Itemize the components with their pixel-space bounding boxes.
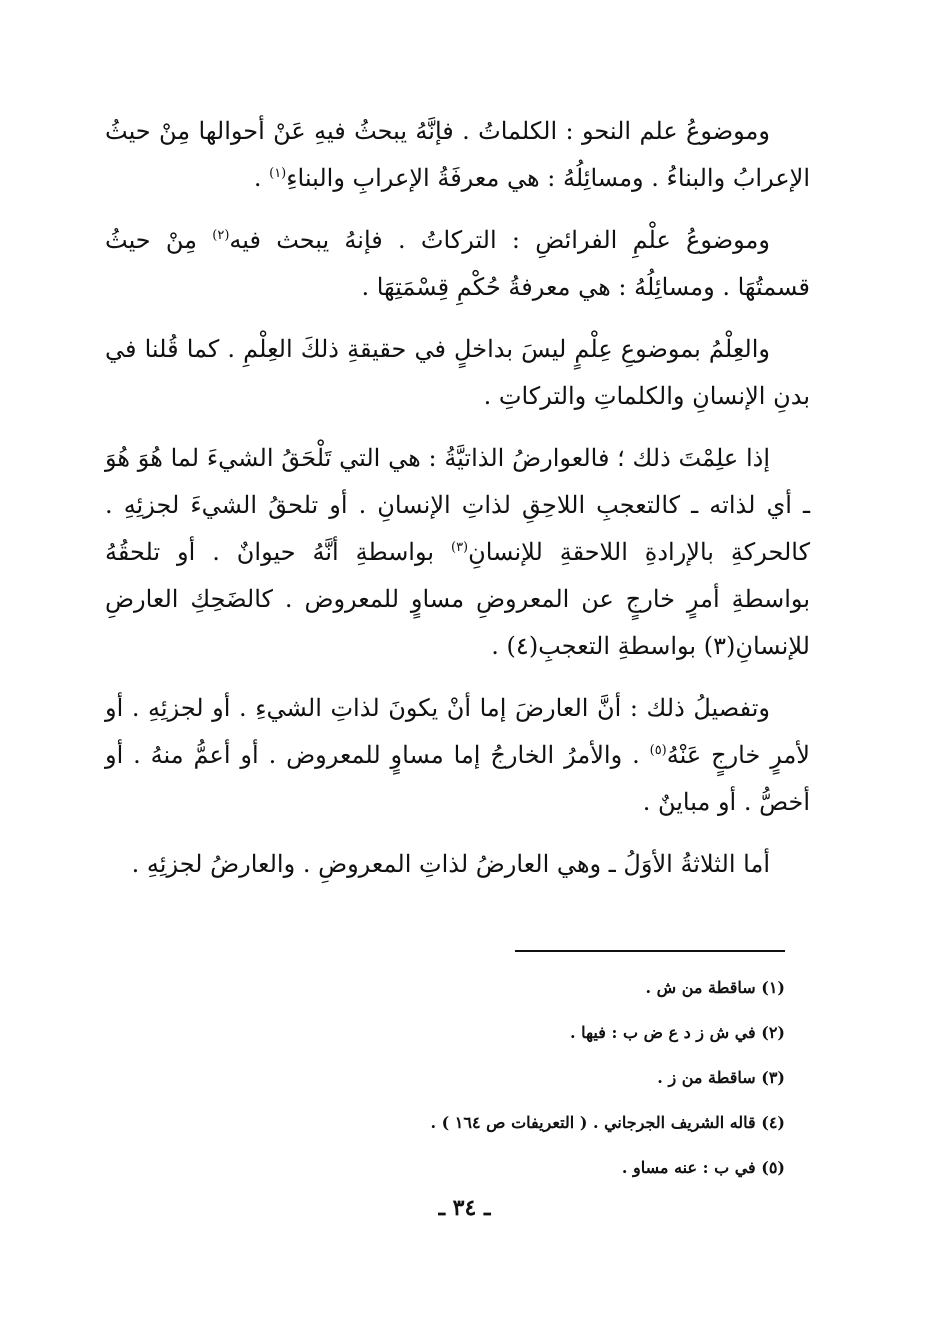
footnote-2: (٢) في ش ز د ع ض ب : فيها .: [570, 1023, 785, 1042]
paragraph-3-text: والعِلْمُ بموضوعِ عِلْمٍ ليسَ بداخلٍ في حقيقةِ ذلكَ العِلْمِ . كما قُلنا في بدنِ الإنسانِ والكلماتِ والتركاتِ .: [105, 335, 810, 410]
page-number: ـ ٣٤ ـ: [438, 1195, 491, 1221]
paragraph-1: [105, 108, 810, 202]
footnote-ref-2: (٢): [212, 228, 230, 243]
paragraph-4: [105, 435, 810, 670]
paragraph-5: [105, 685, 810, 826]
footnote-3: (٣) ساقطة من ز .: [657, 1068, 785, 1087]
paragraph-2: [105, 217, 810, 311]
footnote-1: (١) ساقطة من ش .: [645, 978, 785, 997]
footnote-ref-1: (١): [269, 166, 287, 181]
paragraph-4-text: إذا علِمْتَ ذلك ؛ فالعوارضُ الذاتيَّةُ : هي التي تَلْحَقُ الشيءَ لما هُوَ هُوَ ـ أي لذاته ـ كالتعجبِ اللاحِقِ لذاتِ الإنسانِ . أو تلحقُ الشيءَ لجزئِهِ . كالحركةِ بالإرادةِ اللاحقةِ للإنسانِ: [105, 444, 810, 566]
paragraph-5-text: وتفصيلُ ذلك : أنَّ العارضَ إما أنْ يكونَ لذاتِ الشيءِ . أو لجزئِهِ . أو لأمرٍ خارجٍ عَنْهُ: [105, 694, 810, 769]
paragraph-3: [105, 326, 810, 420]
paragraph-6-text: أما الثلاثةُ الأوَلُ ـ وهي العارضُ لذاتِ المعروضِ . والعارضُ لجزئِهِ .: [131, 850, 770, 878]
paragraph-2-text: وموضوعُ علْمِ الفرائضِ : التركاتُ . فإنهُ يبحث فيه: [229, 226, 770, 254]
paragraph-4-tail: بواسطةِ أنَّهُ حيوانٌ . أو تلحقُهُ بواسطةِ أمرٍ خارجٍ عن المعروضِ مساوٍ للمعروض . كالضَحِكِ العارضِ للإنسانِ(٣) بواسطةِ التعجبِ(٤) .: [105, 538, 810, 660]
footnote-5: (٥) في ب : عنه مساو .: [621, 1158, 785, 1177]
paragraph-6: [105, 841, 810, 888]
main-text: [105, 108, 810, 888]
footnote-divider: [515, 950, 785, 952]
paragraph-1-tail: .: [253, 164, 270, 192]
paragraph-2-tail: مِنْ حيثُ قسمتُهَا . ومسائِلُهُ : هي معرفةُ حُكْمِ قِسْمَتِهَا .: [105, 226, 810, 301]
paragraph-1-text: وموضوعُ علم النحو : الكلماتُ . فإنَّهُ يبحثُ فيهِ عَنْ أحوالها مِنْ حيثُ الإعرابُ والبناءُ . ومسائِلُهُ : هي معرفَةُ الإعرابِ والبناءِ: [105, 117, 810, 192]
footnotes: [300, 965, 785, 1190]
footnote-ref-3: (٣): [450, 540, 469, 555]
paragraph-5-tail: . والأمرُ الخارجُ إما مساوٍ للمعروض . أو أعمُّ منهُ . أو أخصُّ . أو مباينٌ .: [105, 741, 810, 816]
footnote-4: (٤) قاله الشريف الجرجاني . ( التعريفات ص ١٦٤ ) .: [430, 1113, 785, 1132]
footnote-ref-5: (٥): [649, 743, 667, 758]
